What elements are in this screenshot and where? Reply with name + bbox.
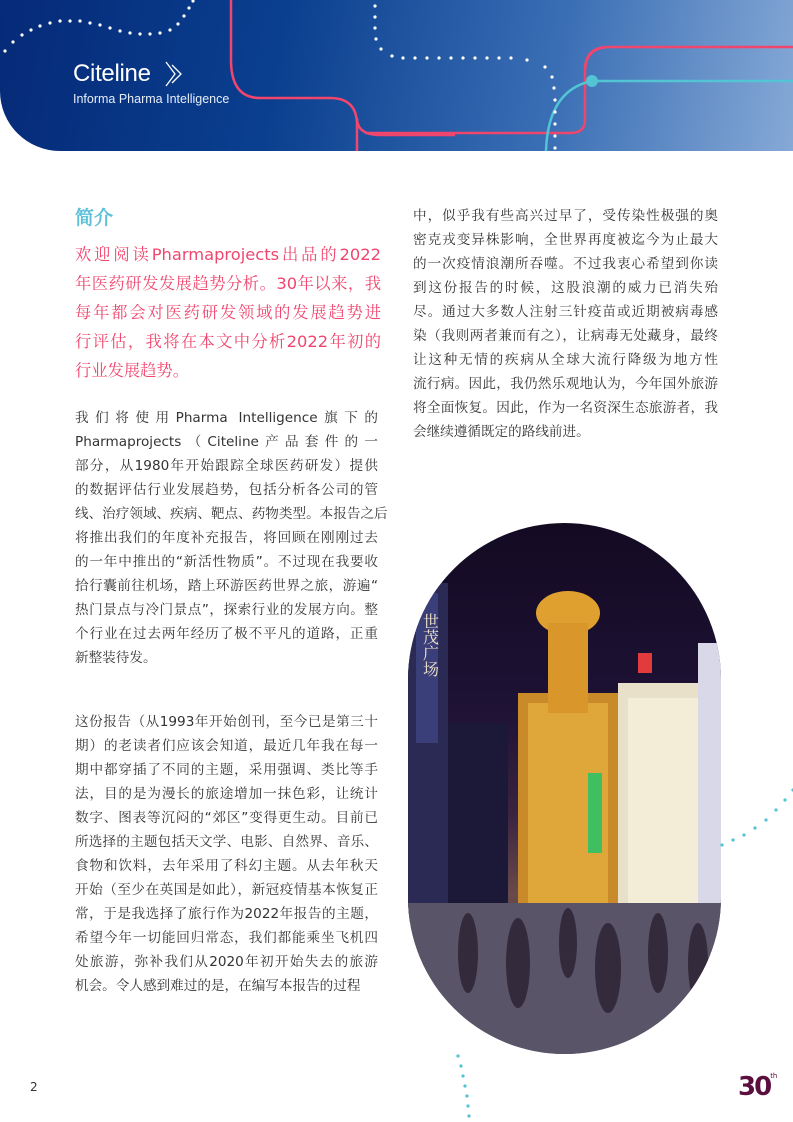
text-line: 流行病。因此，我仍然乐观地认为，今年国外旅游 [413,376,718,392]
30th-anniversary-logo [738,1072,777,1102]
intro-paragraph [75,240,381,385]
text-line: 线、治疗领域、疾病、靶点、药物类型。本报告之后 [75,506,388,522]
shop-sign: 世茂广场 [420,613,440,677]
text-line: 热门景点与冷门景点”，探索行业的发展方向。整 [75,602,378,618]
text-line: 年医药研发发展趋势分析。30年以来，我 [75,274,381,293]
text-line: 每年都会对医药研发领域的发展趋势进 [75,303,381,322]
text-line: 机会。令人感到难过的是，在编写本报告的过程 [75,978,361,994]
body-paragraph-2 [75,710,378,998]
text-line: 数字、图表等沉闷的“郊区”变得更生动。目前已 [75,810,378,826]
text-line: 行业发展趋势。 [75,361,189,380]
text-line: 的一年中推出的“新活性物质”。不过现在我要收 [75,554,378,570]
text-line: 法，目的是为漫长的旅途增加一抹色彩，让统计 [75,786,378,802]
brand-name: Citeline [73,60,151,87]
text-line: 染（我则两者兼而有之），让病毒无处藏身，最终 [413,328,718,344]
text-line: 欢迎阅读Pharmaprojects出品的2022 [75,245,381,264]
text-line: 我们将使用Pharma Intelligence旗下的 [75,410,378,426]
anniversary-number: 30 [738,1072,771,1102]
text-line: 所选择的主题包括天文学、电影、自然界、音乐、 [75,834,378,850]
chevron-logo-icon [163,60,185,90]
page-header-banner [0,0,793,151]
text-line: 个行业在过去两年经历了极不平凡的道路，正重 [75,626,378,642]
text-line: 这份报告（从1993年开始创刊，至今已是第三十 [75,714,378,730]
anniversary-suffix: th [770,1072,778,1080]
text-line: 部分，从1980年开始跟踪全球医药研发）提供 [75,458,378,474]
text-line: 将推出我们的年度补充报告，将回顾在刚刚过去 [75,530,378,546]
text-line: 期）的老读者们应该会知道，最近几年我在每一 [75,738,378,754]
text-line: 常，于是我选择了旅行作为2022年报告的主题， [75,906,378,922]
body-paragraph-1 [75,406,388,670]
text-line: 的数据评估行业发展趋势，包括分析各公司的管 [75,482,378,498]
page-number: 2 [30,1080,38,1094]
text-line: 食物和饮料，去年采用了科幻主题。从去年秋天 [75,858,378,874]
text-line: Pharmaprojects（Citeline产品套件的一 [75,434,378,450]
text-line: 期中都穿插了不同的主题，采用强调、类比等手 [75,762,378,778]
shanghai-night-street-photo [408,523,721,1054]
section-title: 简介 [75,207,114,229]
text-line: 希望今年一切能回归常态，我们都能乘坐飞机四 [75,930,378,946]
text-line: 新整装待发。 [75,650,157,666]
citeline-logo [73,60,229,106]
body-paragraph-3 [413,204,718,444]
text-line: 的一次疫情浪潮所吞噬。不过我衷心希望到你读 [413,256,718,272]
text-line: 将全面恢复。因此，作为一名资深生态旅游者，我 [413,400,718,416]
text-line: 密克戎变异株影响，全世界再度被迄今为止最大 [413,232,718,248]
text-line: 到这份报告的时候，这股浪潮的威力已消失殆 [413,280,718,296]
text-line: 行评估，我将在本文中分析2022年初的 [75,332,381,351]
text-line: 尽。通过大多数人注射三针疫苗或近期被病毒感 [413,304,718,320]
text-line: 会继续遵循既定的路线前进。 [413,424,590,440]
text-line: 开始（至少在英国是如此），新冠疫情基本恢复正 [75,882,378,898]
text-line: 让这种无情的疾病从全球大流行降级为地方性 [413,352,718,368]
text-line: 处旅游，弥补我们从2020年初开始失去的旅游 [75,954,378,970]
text-line: 拾行囊前往机场，踏上环游医药世界之旅，游遍“ [75,578,378,594]
brand-tagline: Informa Pharma Intelligence [73,92,230,106]
text-line: 中，似乎我有些高兴过早了，受传染性极强的奥 [413,208,718,224]
city-illustration [408,523,721,1054]
